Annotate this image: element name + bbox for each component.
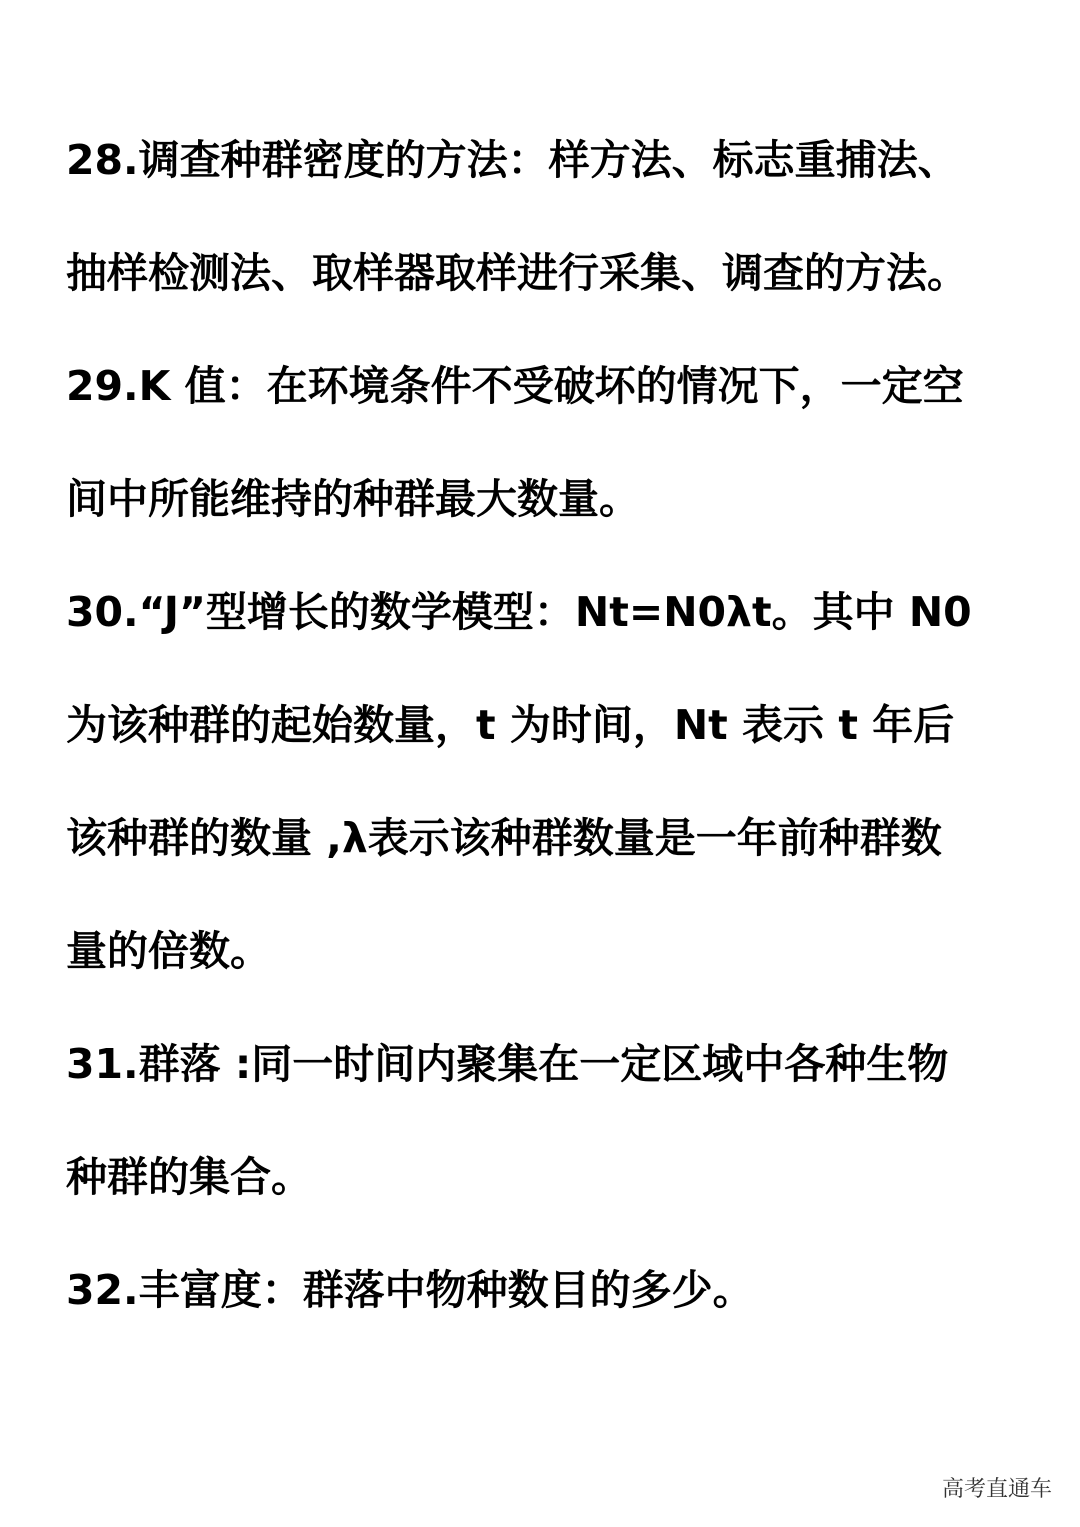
text-line: 29.K 值：在环境条件不受破坏的情况下，一定空	[66, 362, 964, 410]
text-line: 28.调查种群密度的方法：样方法、标志重捕法、	[66, 136, 959, 184]
text-line: 该种群的数量 ,λ表示该种群数量是一年前种群数	[66, 814, 942, 862]
text-line: 32.丰富度：群落中物种数目的多少。	[66, 1266, 754, 1314]
text-line: 量的倍数。	[66, 927, 271, 975]
text-line: 31.群落 :同一时间内聚集在一定区域中各种生物	[66, 1040, 949, 1088]
text-line: 抽样检测法、取样器取样进行采集、调查的方法。	[66, 249, 968, 297]
text-line: 间中所能维持的种群最大数量。	[66, 475, 640, 523]
text-line: 30.“J”型增长的数学模型：Nt=N0λt。其中 N0	[66, 588, 972, 636]
text-line: 为该种群的起始数量，t 为时间，Nt 表示 t 年后	[66, 701, 955, 749]
text-line: 种群的集合。	[66, 1153, 312, 1201]
watermark: 高考直通车	[941, 1477, 1052, 1502]
